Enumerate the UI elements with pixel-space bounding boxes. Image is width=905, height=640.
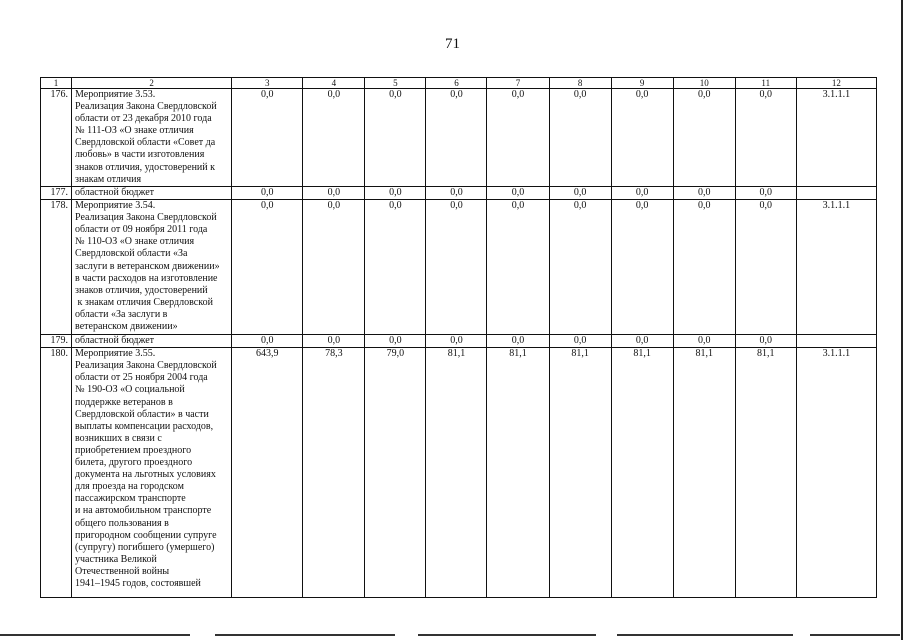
column-header-4: 4 xyxy=(303,78,365,89)
program-table xyxy=(40,77,877,598)
target-code-cell: 3.1.1.1 xyxy=(796,348,876,598)
column-header-1: 1 xyxy=(41,78,72,89)
description-line: общего пользования в xyxy=(75,517,169,529)
value-cell-col-5: 0,0 xyxy=(365,200,426,335)
description-line: Реализация Закона Свердловской xyxy=(75,212,217,224)
description-line: заслуги в ветеранском движении» xyxy=(75,260,220,272)
value-cell-col-10: 0,0 xyxy=(673,187,735,200)
table-row xyxy=(41,89,877,187)
description-line: Мероприятие 3.54. xyxy=(75,200,156,212)
description-line: Отечественной войны xyxy=(75,565,170,577)
column-header-7: 7 xyxy=(487,78,549,89)
value-cell-col-9: 81,1 xyxy=(611,348,673,598)
description-line: к знакам отличия Свердловской xyxy=(75,296,213,308)
value-cell-col-4: 0,0 xyxy=(303,335,365,348)
description-line: № 110-ОЗ «О знаке отличия xyxy=(75,236,195,248)
value-cell-col-11: 0,0 xyxy=(735,335,796,348)
target-code-cell: 3.1.1.1 xyxy=(796,89,876,187)
description-line: пригородном сообщении супруге xyxy=(75,529,217,541)
bottom-scan-lines xyxy=(0,634,905,636)
column-header-9: 9 xyxy=(611,78,673,89)
description-line: выплаты компенсации расходов, xyxy=(75,420,214,432)
description-line: приобретением проездного xyxy=(75,444,192,456)
page-number: 71 xyxy=(445,36,460,52)
description-line: области «За заслуги в xyxy=(75,308,168,320)
table-row xyxy=(41,187,877,200)
value-cell-col-5: 79,0 xyxy=(365,348,426,598)
description-line: пассажирском транспорте xyxy=(75,493,186,505)
description-line: билета, другого проездного xyxy=(75,457,193,469)
value-cell-col-3: 0,0 xyxy=(232,200,303,335)
description-line: Свердловской области «Совет да xyxy=(75,137,216,149)
header-row xyxy=(41,78,877,89)
row-description xyxy=(72,200,232,335)
value-cell-col-6: 81,1 xyxy=(426,348,487,598)
value-cell-col-4: 0,0 xyxy=(303,187,365,200)
row-description xyxy=(72,335,232,348)
value-cell-col-10: 0,0 xyxy=(673,89,735,187)
value-cell-col-4: 0,0 xyxy=(303,200,365,335)
target-code-cell: 3.1.1.1 xyxy=(796,200,876,335)
value-cell-col-5: 0,0 xyxy=(365,335,426,348)
description-line: Реализация Закона Свердловской xyxy=(75,360,217,372)
table-row xyxy=(41,348,877,598)
value-cell-col-8: 0,0 xyxy=(549,200,611,335)
column-header-11: 11 xyxy=(735,78,796,89)
description-line: поддержке ветеранов в xyxy=(75,396,173,408)
value-cell-col-9: 0,0 xyxy=(611,200,673,335)
description-line: области от 09 ноября 2011 года xyxy=(75,224,208,236)
value-cell-col-8: 0,0 xyxy=(549,187,611,200)
target-code-cell xyxy=(796,187,876,200)
description-line: возникших в связи с xyxy=(75,432,162,444)
value-cell-col-10: 81,1 xyxy=(673,348,735,598)
description-line: Свердловской области» в части xyxy=(75,408,209,420)
description-line: для проезда на городском xyxy=(75,481,184,493)
description-line: любовь» в части изготовления xyxy=(75,149,205,161)
description-line: знакам отличия xyxy=(75,173,142,185)
value-cell-col-5: 0,0 xyxy=(365,89,426,187)
description-line: области от 23 декабря 2010 года xyxy=(75,113,212,125)
value-cell-col-10: 0,0 xyxy=(673,200,735,335)
description-line: и на автомобильном транспорте xyxy=(75,505,212,517)
value-cell-col-10: 0,0 xyxy=(673,335,735,348)
value-cell-col-7: 0,0 xyxy=(487,187,549,200)
value-cell-col-6: 0,0 xyxy=(426,89,487,187)
row-number: 177. xyxy=(41,187,72,200)
table-row xyxy=(41,200,877,335)
value-cell-col-11: 81,1 xyxy=(735,348,796,598)
value-cell-col-6: 0,0 xyxy=(426,335,487,348)
row-number: 179. xyxy=(41,335,72,348)
value-cell-col-7: 81,1 xyxy=(487,348,549,598)
description-line: Свердловской области «За xyxy=(75,248,188,260)
column-header-3: 3 xyxy=(232,78,303,89)
value-cell-col-5: 0,0 xyxy=(365,187,426,200)
value-cell-col-3: 0,0 xyxy=(232,335,303,348)
value-cell-col-7: 0,0 xyxy=(487,89,549,187)
row-description xyxy=(72,89,232,187)
description-line: в части расходов на изготовление xyxy=(75,272,218,284)
description-line: Мероприятие 3.53. xyxy=(75,89,156,100)
description-line: № 190-ОЗ «О социальной xyxy=(75,384,185,396)
value-cell-col-8: 0,0 xyxy=(549,89,611,187)
value-cell-col-11: 0,0 xyxy=(735,89,796,187)
row-number: 178. xyxy=(41,200,72,335)
value-cell-col-3: 643,9 xyxy=(232,348,303,598)
column-header-6: 6 xyxy=(426,78,487,89)
value-cell-col-3: 0,0 xyxy=(232,89,303,187)
description-line: области от 25 ноября 2004 года xyxy=(75,372,208,384)
row-number: 176. xyxy=(41,89,72,187)
value-cell-col-9: 0,0 xyxy=(611,335,673,348)
description-line: участника Великой xyxy=(75,553,157,565)
row-description xyxy=(72,348,232,598)
value-cell-col-11: 0,0 xyxy=(735,200,796,335)
table-row xyxy=(41,335,877,348)
description-line: № 111-ОЗ «О знаке отличия xyxy=(75,125,194,137)
description-line: 1941–1945 годов, состоявшей xyxy=(75,577,201,589)
target-code-cell xyxy=(796,335,876,348)
value-cell-col-7: 0,0 xyxy=(487,200,549,335)
column-header-10: 10 xyxy=(673,78,735,89)
row-number: 180. xyxy=(41,348,72,598)
value-cell-col-4: 78,3 xyxy=(303,348,365,598)
value-cell-col-8: 81,1 xyxy=(549,348,611,598)
value-cell-col-11: 0,0 xyxy=(735,187,796,200)
description-line: Реализация Закона Свердловской xyxy=(75,101,217,113)
description-line: областной бюджет xyxy=(75,335,155,347)
value-cell-col-6: 0,0 xyxy=(426,187,487,200)
value-cell-col-9: 0,0 xyxy=(611,187,673,200)
description-line: Мероприятие 3.55. xyxy=(75,348,156,360)
description-line: областной бюджет xyxy=(75,187,155,198)
column-header-12: 12 xyxy=(796,78,876,89)
row-description xyxy=(72,187,232,200)
value-cell-col-9: 0,0 xyxy=(611,89,673,187)
column-header-5: 5 xyxy=(365,78,426,89)
description-line: (супругу) погибшего (умершего) xyxy=(75,541,215,553)
value-cell-col-3: 0,0 xyxy=(232,187,303,200)
column-header-8: 8 xyxy=(549,78,611,89)
description-line: знаков отличия, удостоверений к xyxy=(75,161,215,173)
value-cell-col-4: 0,0 xyxy=(303,89,365,187)
value-cell-col-8: 0,0 xyxy=(549,335,611,348)
description-line: знаков отличия, удостоверений xyxy=(75,284,208,296)
description-line: документа на льготных условиях xyxy=(75,469,216,481)
page-edge-line xyxy=(901,0,903,640)
value-cell-col-6: 0,0 xyxy=(426,200,487,335)
value-cell-col-7: 0,0 xyxy=(487,335,549,348)
column-header-2: 2 xyxy=(72,78,232,89)
description-line: ветеранском движении» xyxy=(75,321,178,333)
